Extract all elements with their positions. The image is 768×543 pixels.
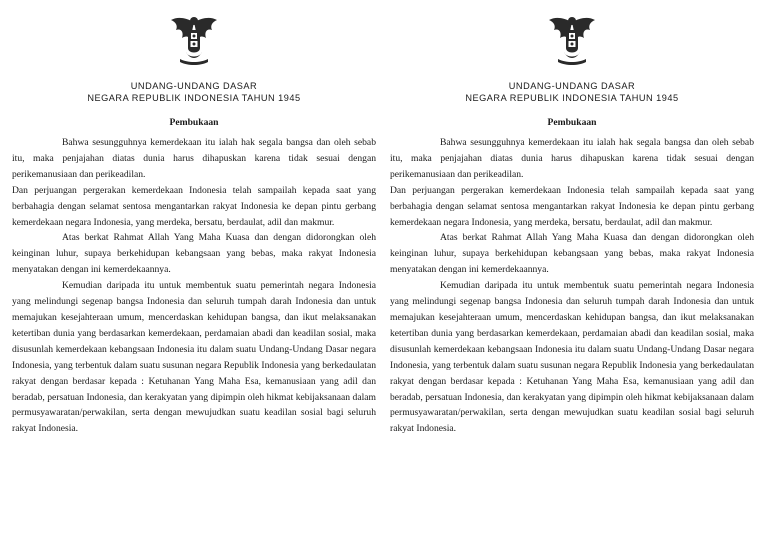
heading-line-2: NEGARA REPUBLIK INDONESIA TAHUN 1945 (465, 92, 679, 103)
body-text (12, 135, 376, 437)
document-heading (390, 81, 754, 104)
paragraph-4: Kemudian daripada itu untuk membentuk suatu pemerintah negara Indonesia yang melindungi segenap bangsa Indonesia dan seluruh tumpah darah Indonesia dan untuk memajukan kesejahteraan umum, mencerdaskan kehidupan bangsa, dan ikut melaksanakan ketertiban dunia yang berdasarkan kemerdekaan, perdamaian abadi dan keadilan sosial, maka disusunlah kemerdekaan kebangsaan Indonesia itu dalam suatu Undang-Undang Dasar negara Indonesia, yang terbentuk dalam suatu susunan negara Republik Indonesia yang berkedaulatan rakyat dengan berdasar kepada : Ketuhanan Yang Maha Esa, kemanusiaan yang adil dan beradab, persatuan Indonesia, dan kerakyatan yang dipimpin oleh hikmat kebijaksanaan dalam permusyawaratan/perwakilan, serta dengan mewujudkan suatu keadilan sosial bagi seluruh rakyat Indonesia. (12, 280, 376, 435)
heading-line-1: UNDANG-UNDANG DASAR (508, 81, 636, 91)
paragraph-3: Atas berkat Rahmat Allah Yang Maha Kuasa dan dengan didorongkan oleh keinginan luhur, supaya berkehidupan kebangsaan yang bebas, maka rakyat Indonesia menyatakan dengan ini kemerdekaannya. (390, 232, 754, 276)
paragraph-2: Dan perjuangan pergerakan kemerdekaan Indonesia telah sampailah kepada saat yang berbahagia dengan selamat sentosa mengantarkan rakyat Indonesia ke depan pintu gerbang kemerdekaan negara Indonesia, yang merdeka, bersatu, berdaulat, adil dan makmur. (390, 184, 754, 228)
body-text (390, 135, 754, 437)
garuda-emblem-icon (544, 12, 600, 68)
section-title: Pembukaan (169, 117, 219, 128)
document-heading (12, 81, 376, 104)
paragraph-1: Bahwa sesungguhnya kemerdekaan itu ialah hak segala bangsa dan oleh sebab itu, maka penjajahan diatas dunia harus dihapuskan karena tidak sesuai dengan perikemanusiaan dan perikeadilan. (12, 137, 376, 180)
heading-line-2: NEGARA REPUBLIK INDONESIA TAHUN 1945 (87, 92, 301, 103)
heading-line-1: UNDANG-UNDANG DASAR (130, 81, 258, 91)
garuda-emblem-icon (166, 12, 222, 68)
page-left (12, 0, 376, 543)
paragraph-4: Kemudian daripada itu untuk membentuk suatu pemerintah negara Indonesia yang melindungi segenap bangsa Indonesia dan seluruh tumpah darah Indonesia dan untuk memajukan kesejahteraan umum, mencerdaskan kehidupan bangsa, dan ikut melaksanakan ketertiban dunia yang berdasarkan kemerdekaan, perdamaian abadi dan keadilan sosial, maka disusunlah kemerdekaan kebangsaan Indonesia itu dalam suatu Undang-Undang Dasar negara Indonesia, yang terbentuk dalam suatu susunan negara Republik Indonesia yang berkedaulatan rakyat dengan berdasar kepada : Ketuhanan Yang Maha Esa, kemanusiaan yang adil dan beradab, persatuan Indonesia, dan kerakyatan yang dipimpin oleh hikmat kebijaksanaan dalam permusyawaratan/perwakilan, serta dengan mewujudkan suatu keadilan sosial bagi seluruh rakyat Indonesia. (390, 280, 754, 435)
paragraph-1: Bahwa sesungguhnya kemerdekaan itu ialah hak segala bangsa dan oleh sebab itu, maka penjajahan diatas dunia harus dihapuskan karena tidak sesuai dengan perikemanusiaan dan perikeadilan. (390, 137, 754, 180)
section-title: Pembukaan (547, 117, 597, 128)
paragraph-2: Dan perjuangan pergerakan kemerdekaan Indonesia telah sampailah kepada saat yang berbahagia dengan selamat sentosa mengantarkan rakyat Indonesia ke depan pintu gerbang kemerdekaan negara Indonesia, yang merdeka, bersatu, berdaulat, adil dan makmur. (12, 184, 376, 228)
page-right (390, 0, 754, 543)
paragraph-3: Atas berkat Rahmat Allah Yang Maha Kuasa dan dengan didorongkan oleh keinginan luhur, supaya berkehidupan kebangsaan yang bebas, maka rakyat Indonesia menyatakan dengan ini kemerdekaannya. (12, 232, 376, 276)
